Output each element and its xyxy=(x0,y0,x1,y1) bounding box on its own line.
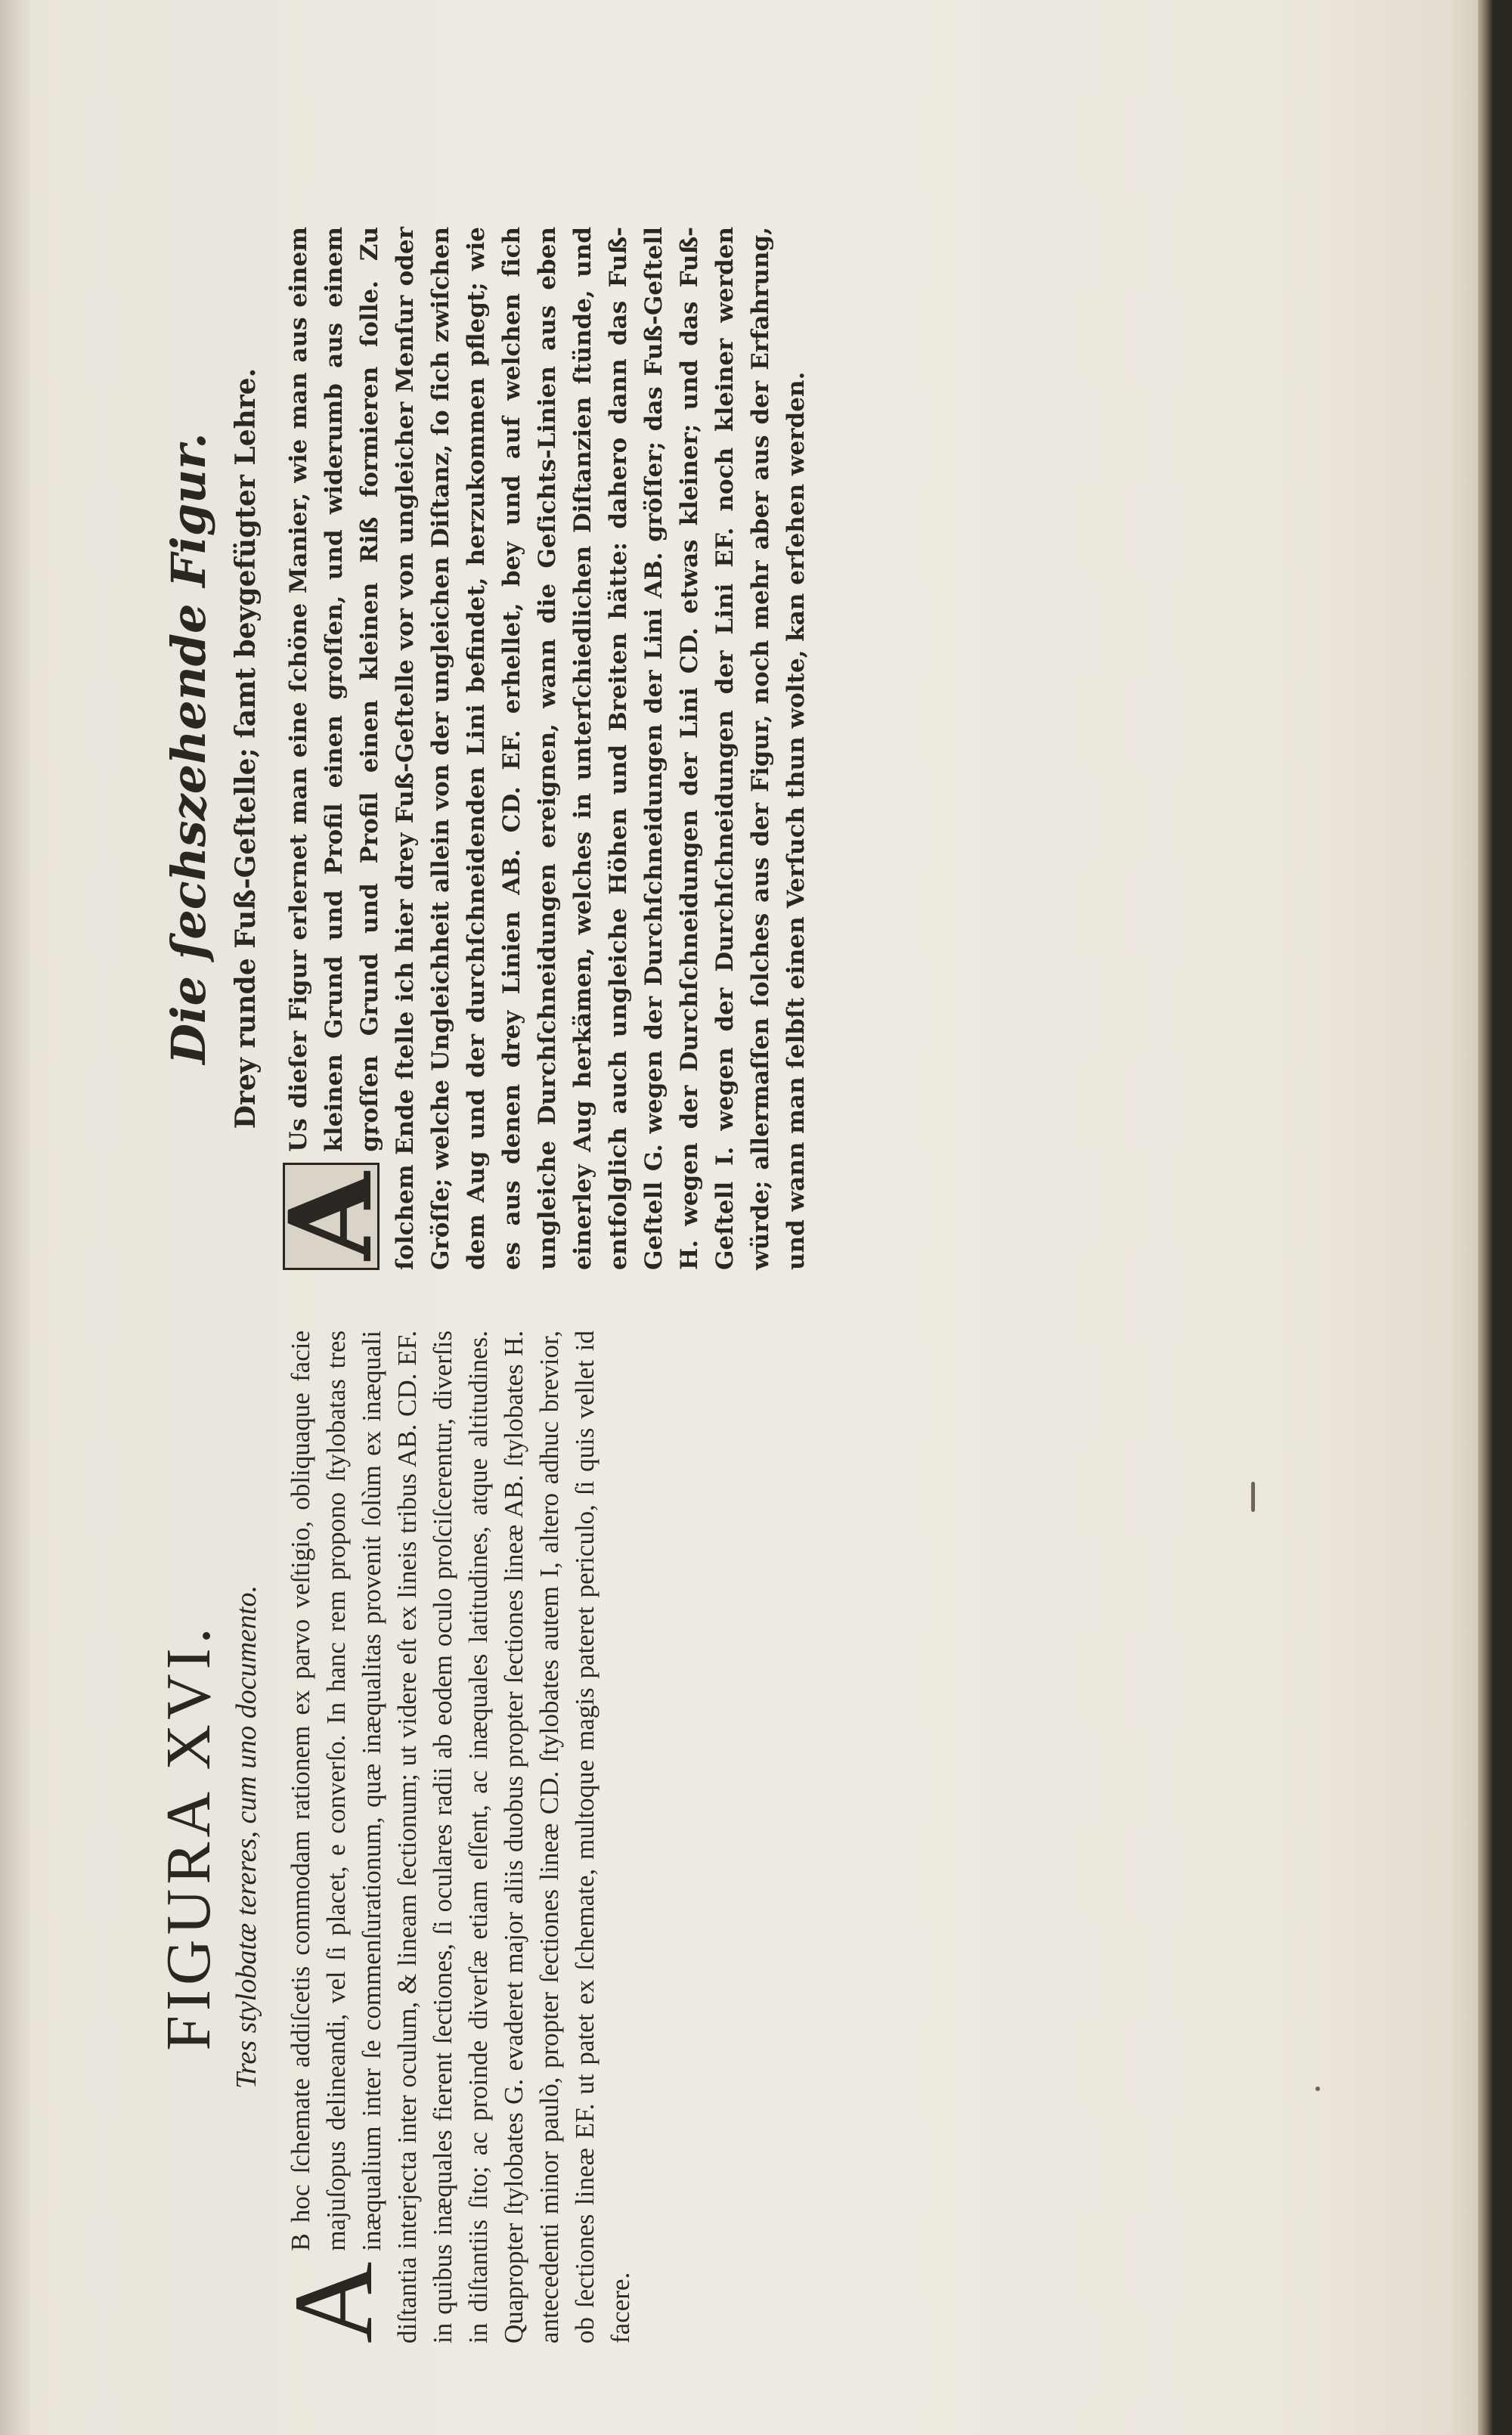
german-body xyxy=(265,227,814,1270)
latin-body xyxy=(271,1331,638,2344)
german-body-text: Us dieſer Figur erlernet man eine ſchöne Manier, wie man aus einem kleinen Grund und Profil einen groſſen, und widerumb aus einem groſſen Grund und Profil einen kleinen Riß formieren ſolle. Zu ſolchem Ende ſtelle ich hier drey Fuß-Geſtelle vor von ungleicher Menſur oder Gröſſe; welche Ungleichheit allein von der ungleichen Diſtanz, ſo ſich zwiſchen dem Aug und der durchſchneidenden Lini befindet, herzukommen pflegt; wie es aus denen drey Linien AB. CD. EF. erhellet, bey und auf welchen ſich ungleiche Durchſchneidungen ereignen, wann die Geſichts-Linien aus eben einerley Aug herkämen, welches in unterſchiedlichen Diſtanzien ſtünde, und entfolglich auch ungleiche Höhen und Breiten hätte: dahero dann das Fuß-Geſtell G. wegen der Durchſchneidungen der Lini AB. gröſſer; das Fuß-Geſtell H. wegen der Durchſchneidungen der Lini CD. etwas kleiner; und das Fuß-Geſtell I. wegen der Durchſchneidungen der Lini EF. noch kleiner werden würde; allermaſſen ſolches aus der Figur, noch mehr aber aus der Erfahrung, und wann man ſelbſt einen Verſuch thun wolte, kan erſehen werden. xyxy=(285,227,810,1270)
german-subtitle: Drey runde Fuß-Geſtelle; ſamt beygefügter Lehre. xyxy=(230,367,262,1129)
latin-column xyxy=(151,1331,638,2344)
ink-spot xyxy=(1251,1482,1255,1512)
german-dropcap: A xyxy=(283,1163,380,1270)
german-column xyxy=(151,227,814,1270)
latin-body-text: B hoc ſchemate addiſcetis commodam rationem ex parvo veſtigio, obliquaque facie majuſopus delineandi, vel ſi placet, e converſo. In hanc rem propono ſtylobatas tres inæqualium inter ſe commenſurationum, quæ inæqualitas provenit ſolùm ex inæquali diſtantia interjecta inter oculum, & lineam ſectionum; ut videre eſt ex lineis tribus AB. CD. EF. in quibus inæquales fierent ſectiones, ſi oculares radii ab eodem oculo proſciſcerentur, diverſis in diſtantiis ſito; ac proinde diverſæ etiam eſſent, ac inæquales latitudines, atque altitudines. Quapropter ſtylobates G. evaderet major aliis duobus propter ſectiones lineæ AB. ſtylobates H. antecedenti minor paulò, propter ſectiones lineæ CD. ſtylobates autem I, altero adhuc brevior, ob ſectiones lineæ EF. ut patet ex ſchemate, multoque magis pateret periculo, ſi quis vellet id facere. xyxy=(286,1331,635,2344)
rotated-text-block xyxy=(151,212,907,2344)
gutter-shadow xyxy=(0,0,30,2435)
latin-subtitle: Tres stylobatæ tereres, cum uno documento. xyxy=(231,1585,262,2089)
ink-spot xyxy=(1315,2086,1320,2091)
german-title: Die ſechszehende Figur. xyxy=(161,432,216,1064)
latin-dropcap: A xyxy=(271,2261,396,2344)
page-edge xyxy=(1478,0,1493,2435)
latin-title: FIGURA XVI. xyxy=(153,1623,224,2051)
